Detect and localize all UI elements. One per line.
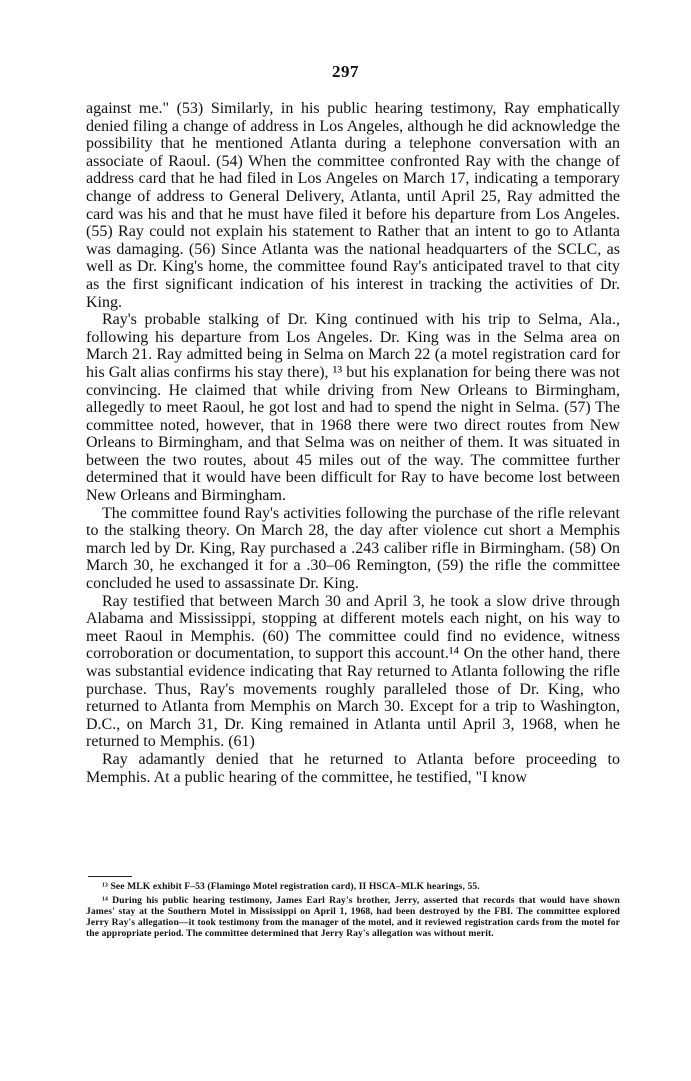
paragraph: against me." (53) Similarly, in his public hearing testimony, Ray emphatically denied filing a change of address in Los Angeles, although he did acknowledge the possibility that he mentioned Atlanta during a telephone conversation with an associate of Raoul. (54) When the committee confronted Ray with the change of address card that he had filed in Los Angeles on March 17, indicating a temporary change of address to General Delivery, Atlanta, until April 25, Ray admitted the card was his and that he must have filed it before his departure from Los Angeles. (55) Ray could not explain his statement to Rather that an intent to go to Atlanta was damaging. (56) Since Atlanta was the national headquarters of the SCLC, as well as Dr. King's home, the committee found Ray's anticipated travel to that city as the first significant indication of his interest in tracking the activities of Dr. King. <box>86 100 620 311</box>
footnote: ¹⁴ During his public hearing testimony, James Earl Ray's brother, Jerry, asserted that records that would have shown James' stay at the Southern Motel in Mississippi on April 1, 1968, had been destroyed by the FBI. The committee explored Jerry Ray's allegation—it took testimony from the manager of the motel, and it reviewed registration cards from the motel for the appropriate period. The committee determined that Jerry Ray's allegation was without merit. <box>86 895 620 939</box>
paragraph: Ray's probable stalking of Dr. King continued with his trip to Selma, Ala., following his departure from Los Angeles. Dr. King was in the Selma area on March 21. Ray admitted being in Selma on March 22 (a motel registration card for his Galt alias confirms his stay there), ¹³ but his explanation for being there was not convincing. He claimed that while driving from New Orleans to Birmingham, allegedly to meet Raoul, he got lost and had to spend the night in Selma. (57) The committee noted, however, that in 1968 there were two direct routes from New Orleans to Birmingham, and that Selma was on neither of them. It was situated in between the two routes, about 45 miles out of the way. The committee further determined that it would have been difficult for Ray to have become lost between New Orleans and Birmingham. <box>86 311 620 505</box>
page-number: 297 <box>332 62 359 81</box>
body-text <box>86 100 620 786</box>
footnotes <box>86 881 620 942</box>
paragraph: Ray testified that between March 30 and April 3, he took a slow drive through Alabama and Mississippi, stopping at different motels each night, on his way to meet Raoul in Memphis. (60) The committee could find no evidence, witness corroboration or documentation, to support this account.¹⁴ On the other hand, there was substantial evidence indicating that Ray returned to Atlanta following the rifle purchase. Thus, Ray's movements roughly paralleled those of Dr. King, who returned to Atlanta from Memphis on March 30. Except for a trip to Washington, D.C., on March 31, Dr. King remained in Atlanta until April 3, 1968, when he returned to Memphis. (61) <box>86 592 620 751</box>
footnote-divider <box>88 876 132 877</box>
footnote: ¹³ See MLK exhibit F–53 (Flamingo Motel registration card), II HSCA–MLK hearings, 55. <box>102 881 480 892</box>
paragraph: The committee found Ray's activities following the purchase of the rifle relevant to the stalking theory. On March 28, the day after violence cut short a Memphis march led by Dr. King, Ray purchased a .243 caliber rifle in Birmingham. (58) On March 30, he exchanged it for a .30–06 Remington, (59) the rifle the committee concluded he used to assassinate Dr. King. <box>86 504 620 593</box>
paragraph: Ray adamantly denied that he returned to Atlanta before proceeding to Memphis. At a public hearing of the committee, he testified, "I know <box>86 750 620 786</box>
